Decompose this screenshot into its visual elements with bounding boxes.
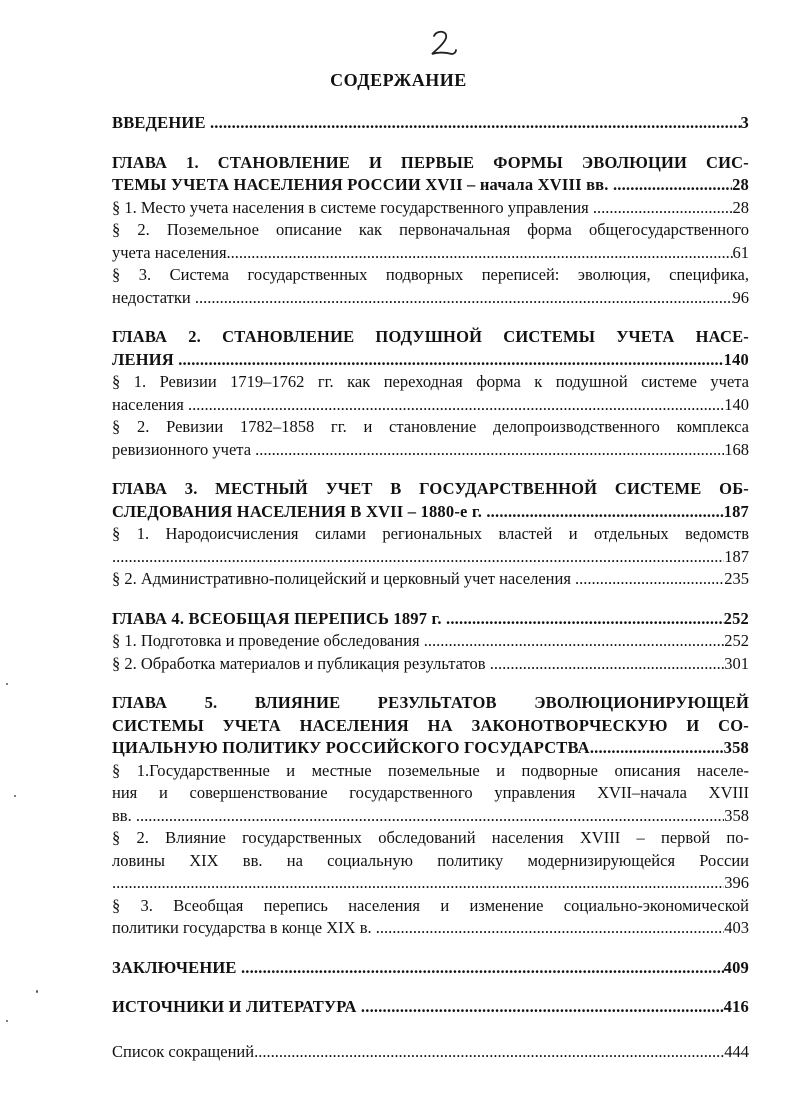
ch5-s1-line-1: § 1.Государственные и местные поземельные и подворные описания населе- bbox=[112, 760, 749, 780]
toc-ch4-section-2[interactable] bbox=[112, 653, 749, 676]
leader-dots bbox=[361, 996, 724, 1019]
ch4-s2-page: 301 bbox=[724, 653, 749, 673]
scan-speck bbox=[14, 795, 16, 797]
ch4-s1-label: § 1. Подготовка и проведение обследования bbox=[112, 631, 420, 650]
chapter-3-page: 187 bbox=[723, 501, 749, 521]
leader-dots bbox=[613, 174, 732, 197]
handwritten-page-number bbox=[422, 28, 462, 58]
ch1-s2-page: 61 bbox=[732, 242, 749, 262]
chapter-1-line-1: ГЛАВА 1. СТАНОВЛЕНИЕ И ПЕРВЫЕ ФОРМЫ ЭВОЛЮЦИИ СИС- bbox=[112, 152, 749, 172]
leader-dots bbox=[178, 349, 723, 372]
ch1-s3-page: 96 bbox=[732, 287, 749, 307]
ch3-s2-label: § 2. Административно-полицейский и церковный учет населения bbox=[112, 569, 571, 588]
toc-ch5-section-1[interactable] bbox=[112, 760, 749, 828]
ch4-s2-label: § 2. Обработка материалов и публикация результатов bbox=[112, 653, 486, 673]
chapter-1-line-2: ТЕМЫ УЧЕТА НАСЕЛЕНИЯ РОССИИ XVII – начала XVIII вв. bbox=[112, 175, 609, 194]
ch2-s2-line-2: ревизионного учета bbox=[112, 439, 252, 459]
leader-dots bbox=[424, 630, 725, 653]
toc-chapter-2[interactable] bbox=[112, 326, 749, 371]
chapter-5-line-3: ЦИАЛЬНУЮ ПОЛИТИКУ РОССИЙСКОГО ГОСУДАРСТВА bbox=[112, 738, 590, 757]
ch1-s3-line-1: § 3. Система государственных подворных переписей: эволюция, специфика, bbox=[112, 265, 749, 284]
toc-ch1-section-2[interactable] bbox=[112, 219, 749, 264]
ch5-s2-page: 396 bbox=[724, 873, 749, 892]
toc-conclusion[interactable] bbox=[112, 957, 749, 980]
leader-dots bbox=[112, 872, 724, 895]
ch5-s2-line-1: § 2. Влияние государственных обследований населения XVIII – первой по- bbox=[112, 828, 749, 847]
page-title: СОДЕРЖАНИЕ bbox=[330, 70, 467, 90]
toc-chapter-1[interactable] bbox=[112, 152, 749, 197]
ch5-s1-line-3: вв. bbox=[112, 805, 132, 825]
leader-dots bbox=[255, 439, 724, 462]
scan-speck bbox=[6, 1020, 8, 1022]
chapter-5-line-1: ГЛАВА 5. ВЛИЯНИЕ РЕЗУЛЬТАТОВ ЭВОЛЮЦИОНИРУЮЩЕЙ bbox=[112, 693, 749, 712]
scan-speck bbox=[6, 683, 8, 685]
toc-sources[interactable] bbox=[112, 996, 749, 1019]
toc-intro-label: ВВЕДЕНИЕ bbox=[112, 113, 206, 132]
leader-dots bbox=[486, 501, 723, 524]
chapter-2-page: 140 bbox=[723, 349, 749, 369]
chapter-4-page: 252 bbox=[723, 608, 749, 628]
toc-chapter-4[interactable] bbox=[112, 608, 749, 631]
toc-ch2-section-2[interactable] bbox=[112, 416, 749, 461]
ch3-s1-page: 187 bbox=[724, 546, 749, 566]
leader-dots bbox=[227, 242, 733, 265]
toc-intro[interactable] bbox=[112, 112, 749, 135]
ch5-s3-line-2: политики государства в конце XIX в. bbox=[112, 918, 372, 937]
conclusion-label: ЗАКЛЮЧЕНИЕ bbox=[112, 957, 237, 977]
ch4-s1-page: 252 bbox=[724, 631, 749, 650]
toc-ch1-section-1[interactable] bbox=[112, 197, 749, 220]
toc-abbreviations[interactable] bbox=[112, 1041, 749, 1064]
conclusion-page: 409 bbox=[723, 957, 749, 977]
toc-ch5-section-3[interactable] bbox=[112, 895, 749, 940]
leader-dots bbox=[590, 737, 724, 760]
leader-dots bbox=[376, 917, 725, 940]
toc-ch1-section-3[interactable] bbox=[112, 264, 749, 309]
ch1-s2-line-1: § 2. Поземельное описание как первоначальная форма общегосударственного bbox=[112, 220, 749, 239]
ch3-s1-line-1: § 1. Народоисчисления силами региональных властей и отдельных ведомств bbox=[112, 524, 749, 543]
leader-dots bbox=[446, 608, 724, 631]
chapter-2-line-1: ГЛАВА 2. СТАНОВЛЕНИЕ ПОДУШНОЙ СИСТЕМЫ УЧЕТА НАСЕ- bbox=[112, 327, 749, 346]
chapter-3-line-2: СЛЕДОВАНИЯ НАСЕЛЕНИЯ В XVII – 1880-е г. bbox=[112, 501, 483, 521]
chapter-3-line-1: ГЛАВА 3. МЕСТНЫЙ УЧЕТ В ГОСУДАРСТВЕННОЙ СИСТЕМЕ ОБ- bbox=[112, 479, 749, 498]
leader-dots bbox=[575, 568, 724, 591]
ch1-s1-label: § 1. Место учета населения в системе государственного управления bbox=[112, 197, 589, 217]
ch1-s3-line-2: недостатки bbox=[112, 287, 191, 307]
leader-dots bbox=[136, 805, 724, 828]
abbrev-label: Список сокращений bbox=[112, 1041, 255, 1061]
ch5-s3-page: 403 bbox=[724, 918, 749, 937]
toc-chapter-3[interactable] bbox=[112, 478, 749, 523]
ch1-s1-page: 28 bbox=[732, 197, 749, 217]
ch5-s3-line-1: § 3. Всеобщая перепись населения и изменение социально-экономической bbox=[112, 895, 749, 915]
toc-ch3-section-1[interactable] bbox=[112, 523, 749, 568]
toc-ch3-section-2[interactable] bbox=[112, 568, 749, 591]
leader-dots bbox=[112, 546, 724, 569]
ch2-s2-line-1: § 2. Ревизии 1782–1858 гг. и становление делопроизводственного комплекса bbox=[112, 417, 749, 436]
ch1-s2-line-2: учета населения bbox=[112, 242, 227, 262]
ch2-s1-line-1: § 1. Ревизии 1719–1762 гг. как переходная форма к подушной системе учета bbox=[112, 372, 749, 391]
toc-ch2-section-1[interactable] bbox=[112, 371, 749, 416]
chapter-5-page: 358 bbox=[723, 738, 749, 757]
toc-ch4-section-1[interactable] bbox=[112, 630, 749, 653]
chapter-1-page: 28 bbox=[732, 175, 749, 194]
sources-label: ИСТОЧНИКИ И ЛИТЕРАТУРА bbox=[112, 997, 357, 1016]
ch2-s1-page: 140 bbox=[724, 394, 749, 414]
chapter-5-line-2: СИСТЕМЫ УЧЕТА НАСЕЛЕНИЯ НА ЗАКОНОТВОРЧЕСКУЮ И СО- bbox=[112, 715, 749, 735]
toc-ch5-section-2[interactable] bbox=[112, 827, 749, 895]
ch2-s2-page: 168 bbox=[724, 439, 749, 459]
ch5-s1-page: 358 bbox=[724, 805, 749, 825]
sources-page: 416 bbox=[723, 997, 749, 1016]
chapter-4-label: ГЛАВА 4. ВСЕОБЩАЯ ПЕРЕПИСЬ 1897 г. bbox=[112, 608, 442, 628]
toc-chapter-5[interactable] bbox=[112, 692, 749, 760]
ch5-s2-line-2: ловины XIX вв. на социальную политику модернизирующейся России bbox=[112, 850, 749, 870]
toc-intro-page: 3 bbox=[740, 113, 749, 132]
scan-speck bbox=[36, 990, 38, 993]
leader-dots bbox=[195, 287, 733, 310]
leader-dots bbox=[490, 653, 725, 676]
leader-dots bbox=[188, 394, 724, 417]
leader-dots bbox=[241, 957, 724, 980]
leader-dots bbox=[210, 112, 741, 135]
ch3-s2-page: 235 bbox=[724, 569, 749, 588]
abbrev-page: 444 bbox=[724, 1041, 749, 1061]
chapter-2-line-2: ЛЕНИЯ bbox=[112, 349, 174, 369]
table-of-contents bbox=[112, 112, 749, 1063]
ch2-s1-line-2: населения bbox=[112, 394, 184, 414]
leader-dots bbox=[593, 197, 733, 220]
leader-dots bbox=[254, 1041, 724, 1064]
ch5-s1-line-2: ния и совершенствование государственного управления XVII–начала XVIII bbox=[112, 783, 749, 802]
